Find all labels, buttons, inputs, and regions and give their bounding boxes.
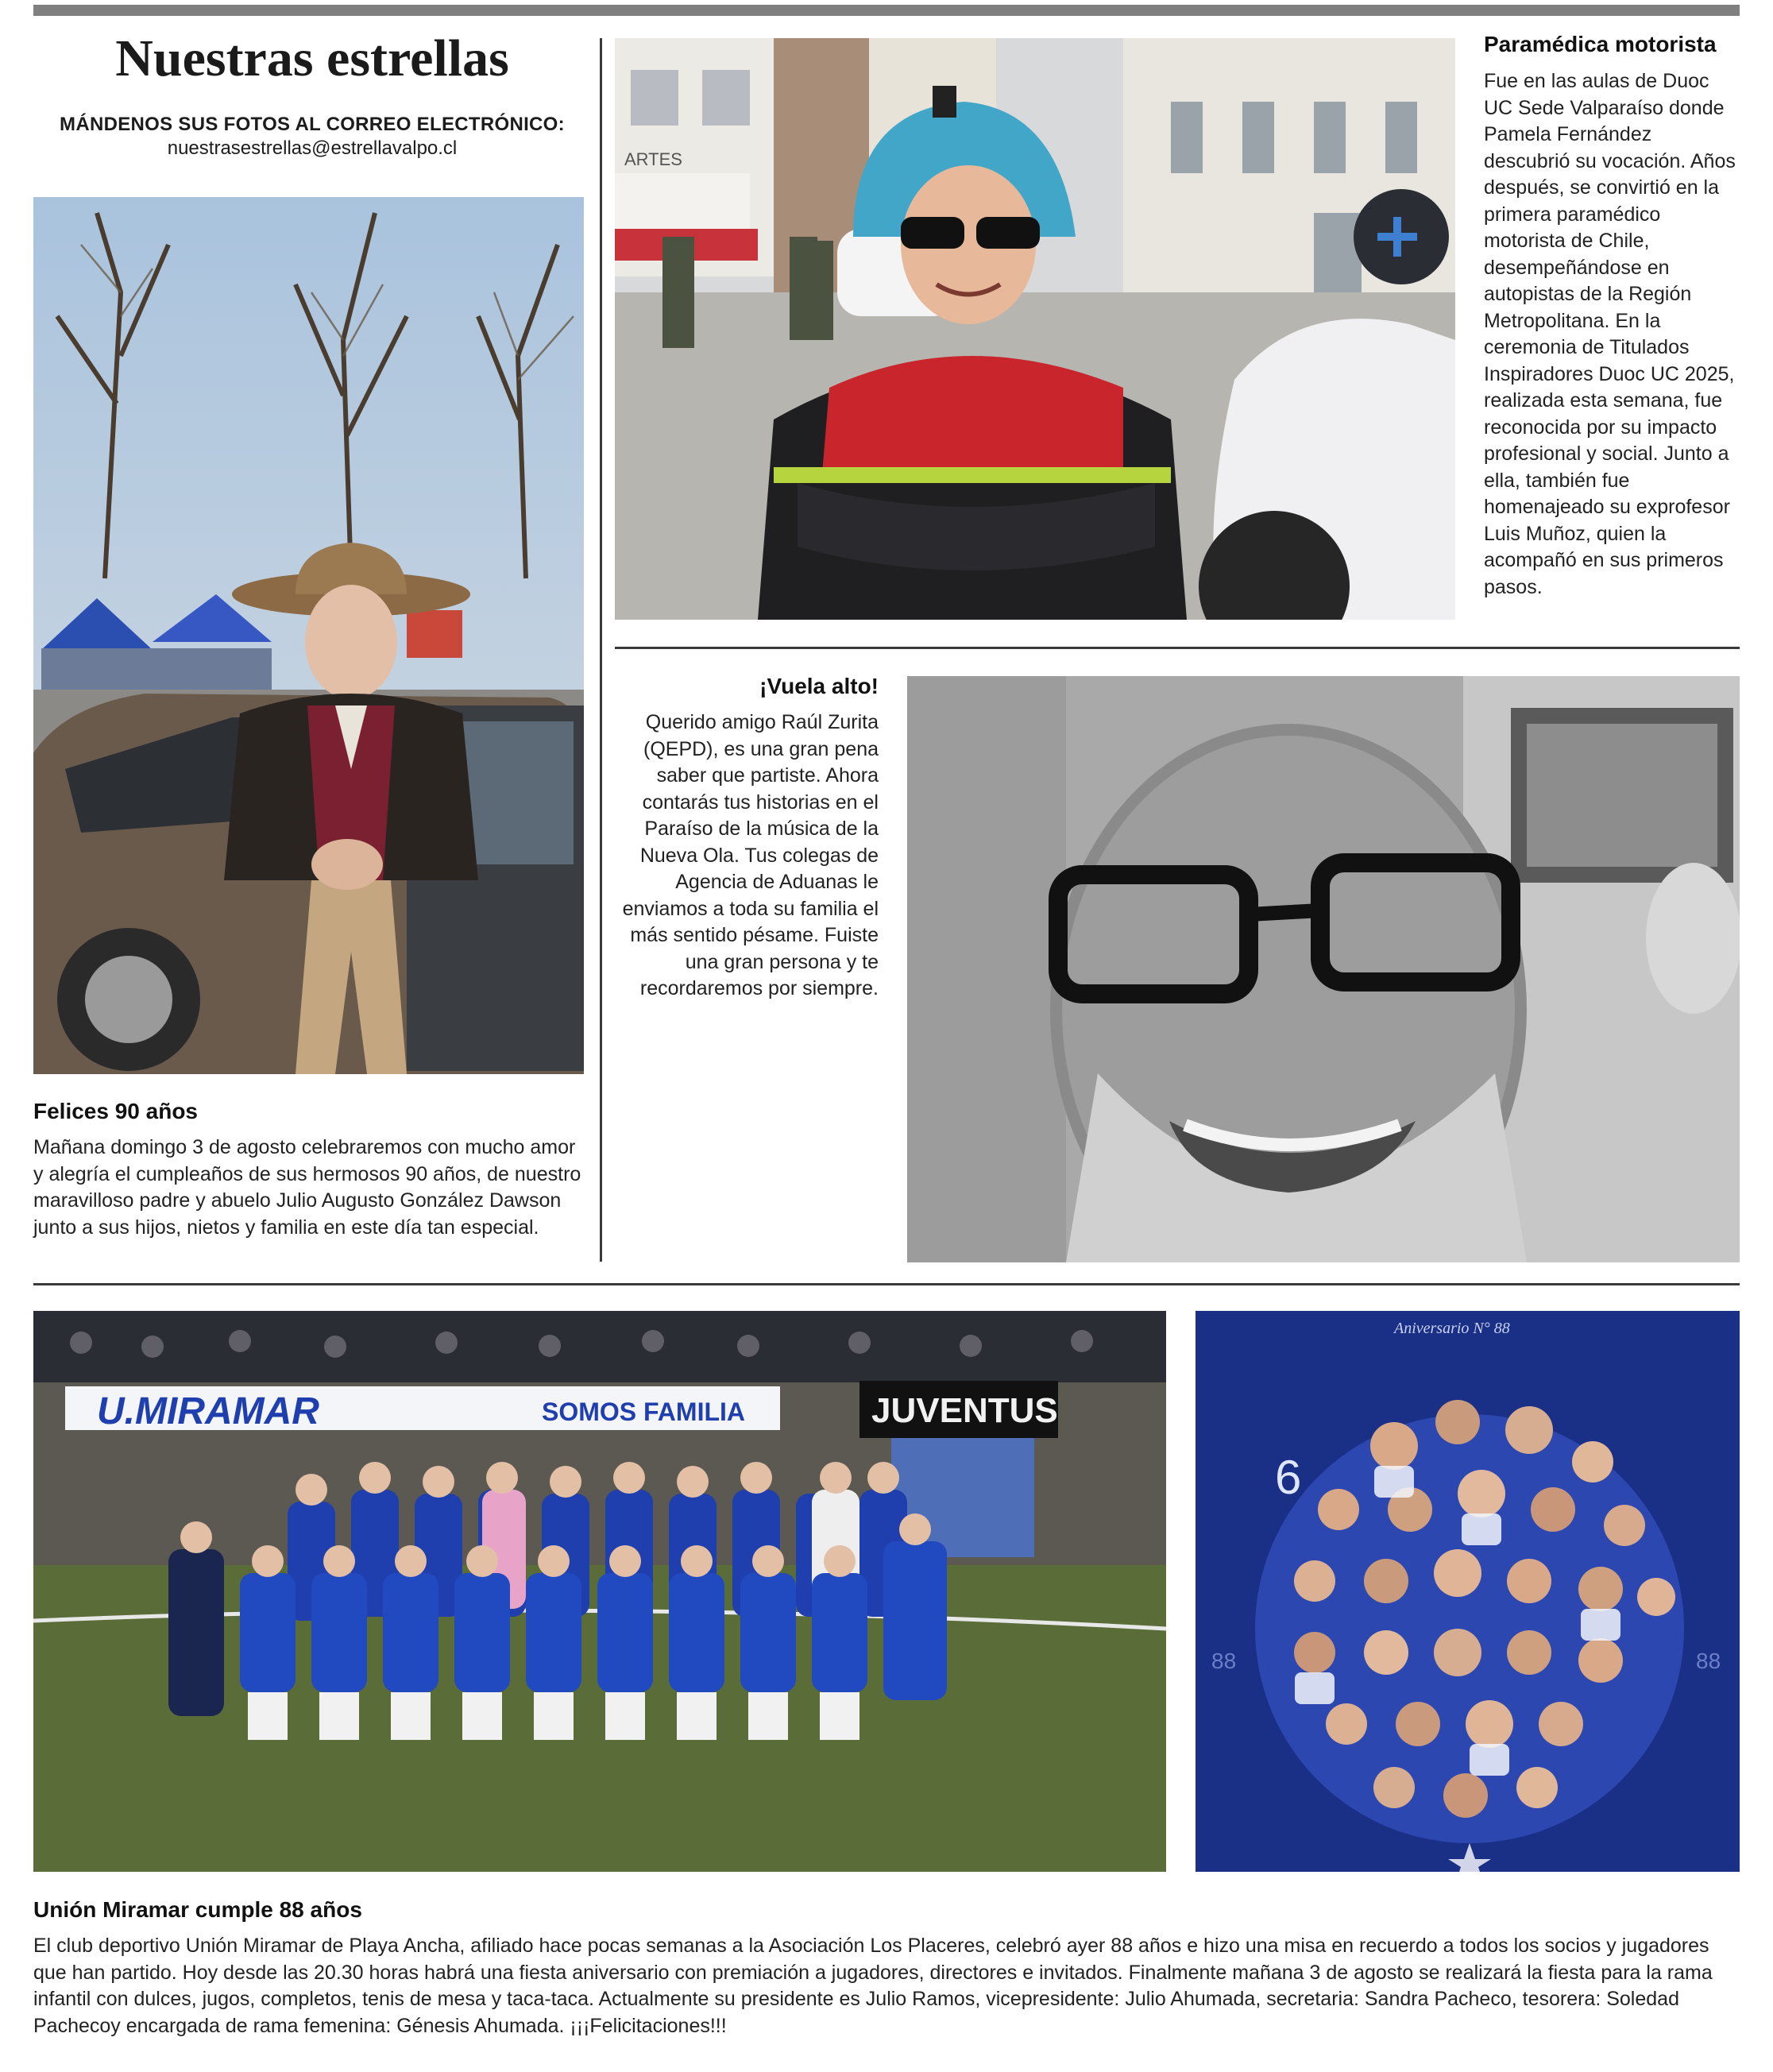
- divider-bottom: [33, 1283, 1740, 1285]
- felices-body: Mañana domingo 3 de agosto celebraremos con mucho amor y alegría el cumpleaños de sus hermosos 90 años, de nuestro maravilloso padre y abuelo Julio Augusto González Dawson junto a sus hijos, nietos y familia en este día tan especial.: [33, 1136, 581, 1239]
- photo-paramedic: [615, 38, 1455, 620]
- felices-headline: Felices 90 años: [33, 1099, 199, 1123]
- column-divider: [600, 38, 602, 1262]
- contact-block: [33, 113, 591, 160]
- photo-raul-zurita: [907, 676, 1740, 1262]
- divider-right-mid: [615, 647, 1740, 649]
- storefront-sign: ARTES: [624, 149, 682, 169]
- miramar-body: El club deportivo Unión Miramar de Playa Ancha, afiliado hace pocas semanas a la Asociación Los Placeres, celebró ayer 88 años e hizo una misa en recuerdo a todos los socios y jugadores que han partido. Hoy desde las 20.30 horas habrá una fiesta aniversario con premiación a jugadores, directores e invitados. Finalmente mañana 3 de agosto se realizará la fiesta para la rama infantil con dulces, jugos, completos, tenis de mesa y taca-taca. Actualmente su presidente es Julio Ramos, vicepresidente: Julio Ahumada, secretaria: Sandra Pacheco, tesorera: Soledad Pachecoy encargada de rama femenina: Génesis Ahumada. ¡¡¡Felicitaciones!!!: [33, 1935, 1713, 2037]
- photo-union-miramar-team: [33, 1311, 1166, 1872]
- section-title: Nuestras estrellas: [115, 29, 509, 87]
- vuela-body: Querido amigo Raúl Zurita (QEPD), es una gran pena saber que partiste. Ahora contarás tus historias en el Paraíso de la música de la Nueva Ola. Tus colegas de Agencia de Aduanas le enviamos a toda su familia el más sentido pésame. Fuiste una gran persona y te recordaremos por siempre.: [622, 711, 879, 999]
- miramar-headline: Unión Miramar cumple 88 años: [33, 1897, 362, 1922]
- banner-somos-familia: SOMOS FAMILIA: [542, 1397, 745, 1426]
- paramedica-headline: Paramédica motorista: [1484, 32, 1717, 56]
- vuela-headline: ¡Vuela alto!: [759, 674, 879, 698]
- poster-jersey-number: 6: [1275, 1451, 1302, 1504]
- photo-anniversary-poster: [1196, 1311, 1740, 1872]
- photo-elderly-man: [33, 197, 584, 1074]
- poster-88-right: 88: [1696, 1649, 1721, 1673]
- poster-88-left: 88: [1211, 1649, 1237, 1673]
- banner-juventus: JUVENTUS: [871, 1391, 1058, 1430]
- contact-email[interactable]: nuestrasestrellas@estrellavalpo.cl: [167, 137, 458, 159]
- top-rule: [33, 5, 1740, 16]
- banner-u-miramar: U.MIRAMAR: [97, 1390, 319, 1432]
- paramedica-body: Fue en las aulas de Duoc UC Sede Valparaíso donde Pamela Fernández descubrió su vocación. Años después, se convirtió en la primera paramédico motorista de Chile, desempeñándose en autopistas de la Región Metropolitana. En la ceremonia de Titulados Inspiradores Duoc UC 2025, realizada esta semana, fue reconocida por su impacto profesional y social. Junto a ella, también fue homenajeado su exprofesor Luis Muñoz, quien la acompañó en sus primeros pasos.: [1484, 70, 1736, 598]
- contact-label: MÁNDENOS SUS FOTOS AL CORREO ELECTRÓNICO:: [60, 114, 565, 135]
- poster-title: Aniversario N° 88: [1394, 1320, 1510, 1337]
